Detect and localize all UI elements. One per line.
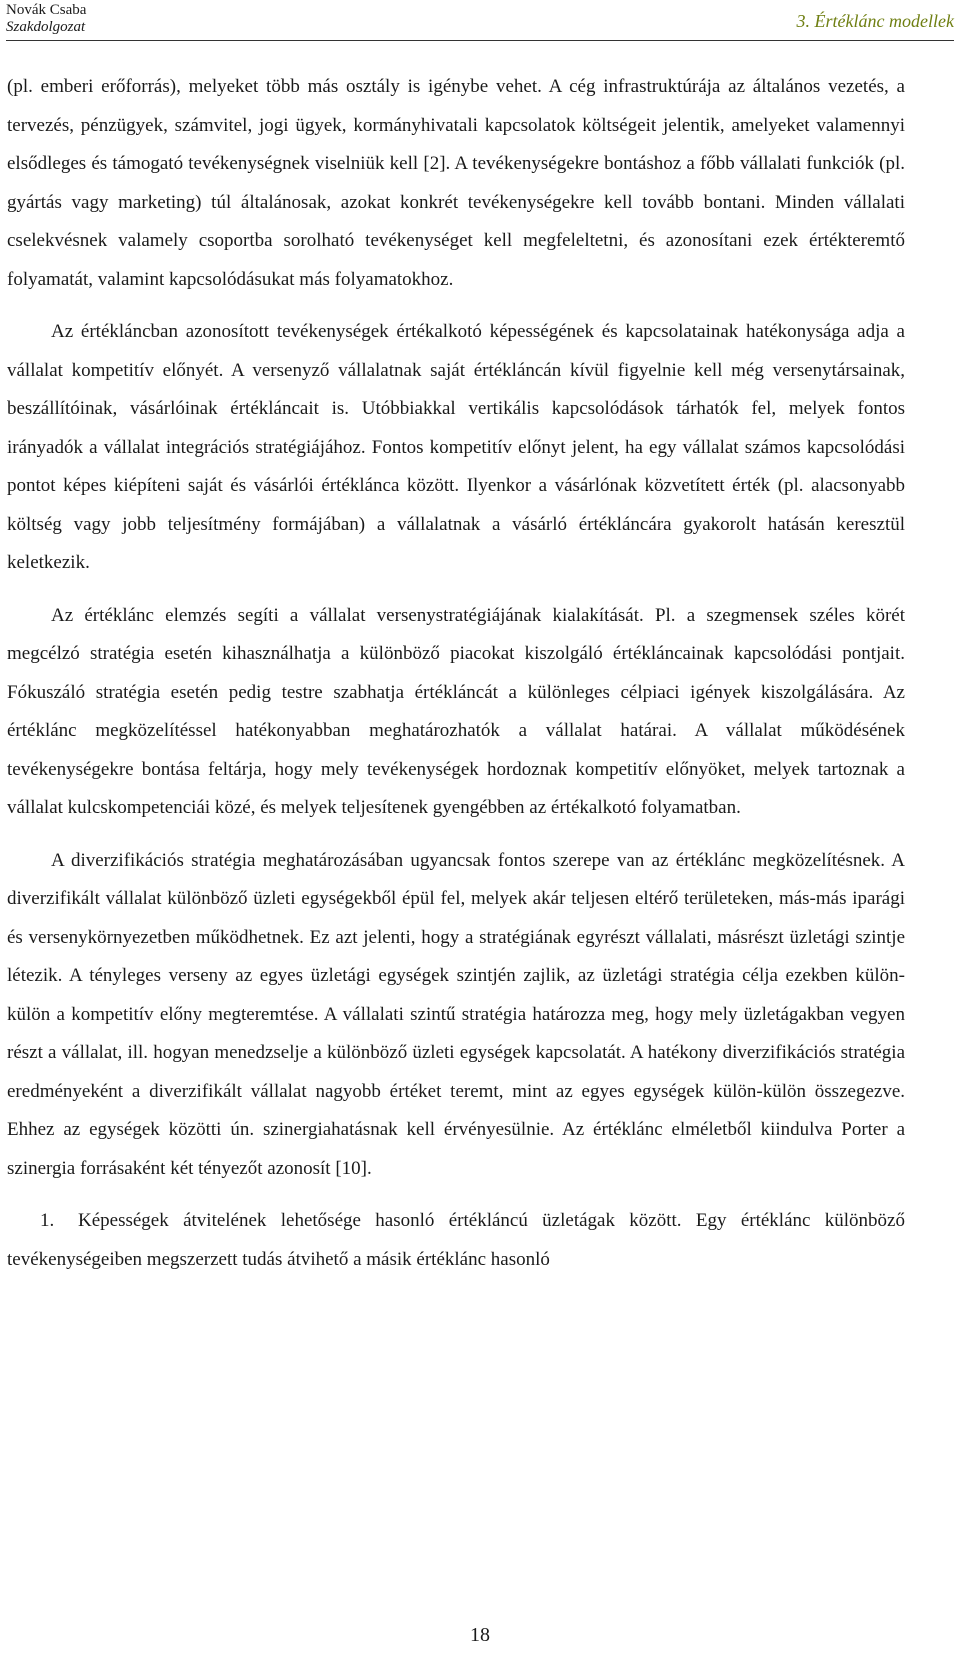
paragraph-3: Az értéklánc elemzés segíti a vállalat versenystratégiájának kialakítását. Pl. a szegmensek széles körét megcélzó stratégia esetén kihasználhatja a különböző piacokat kiszolgáló értékláncainak kapcsolódási pontjait. Fókuszáló stratégia esetén pedig testre szabhatja értékláncát a különleges célpiaci igények kiszolgálására. Az értéklánc megközelítéssel hatékonyabban meghatározhatók a vállalat határai. A vállalat működésének tevékenységekre bontása feltárja, hogy mely tevékenységek hordoznak kompetitív előnyöket, melyek tartoznak a vállalat kulcskompetenciái közé, és melyek teljesítenek gyengébben az értékalkotó folyamatban. xyxy=(7,604,905,818)
page-header xyxy=(6,0,954,41)
chapter-title: 3. Értéklánc modellek xyxy=(796,11,954,31)
paragraph-2: Az értékláncban azonosított tevékenységek értékalkotó képességének és kapcsolatainak hatékonysága adja a vállalat kompetitív előnyét. A versenyző vállalatnak saját értékláncán kívül figyelnie kell még versenytársainak, beszállítóinak, vásárlóinak értékláncait is. Utóbbiakkal vertikális kapcsolódások tárhatók fel, melyek fontos irányadók a vállalat integrációs stratégiájához. Fontos kompetitív előnyt jelent, ha egy vállalat számos kapcsolódási pontot képes kiépíteni saját és vásárlói értéklánca között. Ilyenkor a vásárlónak közvetített érték (pl. alacsonyabb költség vagy jobb teljesítmény formájában) a vállalatnak a vásárló értékláncára gyakorolt hatásán keresztül keletkezik. xyxy=(7,321,905,573)
body-text xyxy=(7,68,905,1279)
numbered-list xyxy=(7,1202,905,1279)
list-item xyxy=(7,1202,905,1279)
list-item-text: Képességek átvitelének lehetősége hasonló értékláncú üzletágak között. Egy értéklánc különböző tevékenységeiben megszerzett tudás átvihető a másik értéklánc hasonló xyxy=(7,1210,905,1270)
header-left xyxy=(6,2,86,36)
page-number: 18 xyxy=(470,1624,490,1646)
author-name: Novák Csaba xyxy=(6,2,87,18)
paragraph-4: A diverzifikációs stratégia meghatározásában ugyancsak fontos szerepe van az értéklánc megközelítésnek. A diverzifikált vállalat különböző üzleti egységekből épül fel, melyek akár teljesen eltérő területeken, más-más iparági és versenykörnyezetben működhetnek. Ez azt jelenti, hogy a stratégiának egyrészt vállalati, másrészt üzletági szintje létezik. A tényleges verseny az egyes üzletági egységek szintjén zajlik, az üzletági stratégia célja ezekben külön-külön a kompetitív előny megteremtése. A vállalati szintű stratégia határozza meg, hogy mely üzletágakban vegyen részt a vállalat, ill. hogyan menedzselje a különböző üzleti egységek kapcsolatát. A hatékony diverzifikációs stratégia eredményeként a diverzifikált vállalat nagyobb értéket teremt, mint az egyes egységek külön-külön összegezve. Ehhez az egységek közötti ún. szinergiahatásnak kell érvényesülnie. Az értéklánc elméletből kiindulva Porter a szinergia forrásaként két tényezőt azonosít [10]. xyxy=(7,849,905,1179)
paragraph-1: (pl. emberi erőforrás), melyeket több más osztály is igénybe vehet. A cég infrastruktúrája az általános vezetés, a tervezés, pénzügyek, számvitel, jogi ügyek, kormányhivatali kapcsolatok költségeit jelentik, amelyeket valamennyi elsődleges és támogató tevékenységnek viselniük kell [2]. A tevékenységekre bontáshoz a főbb vállalati funkciók (pl. gyártás vagy marketing) túl általánosak, azokat konkrét tevékenységekre kell tovább bontani. Minden vállalati cselekvésnek valamely csoportba sorolható tevékenységet kell megfeleltetni, és azonosítani ezek értékteremtő folyamatát, valamint kapcsolódásukat más folyamatokhoz. xyxy=(7,76,905,290)
document-type: Szakdolgozat xyxy=(6,19,86,35)
list-item-number: 1. xyxy=(40,1210,55,1231)
